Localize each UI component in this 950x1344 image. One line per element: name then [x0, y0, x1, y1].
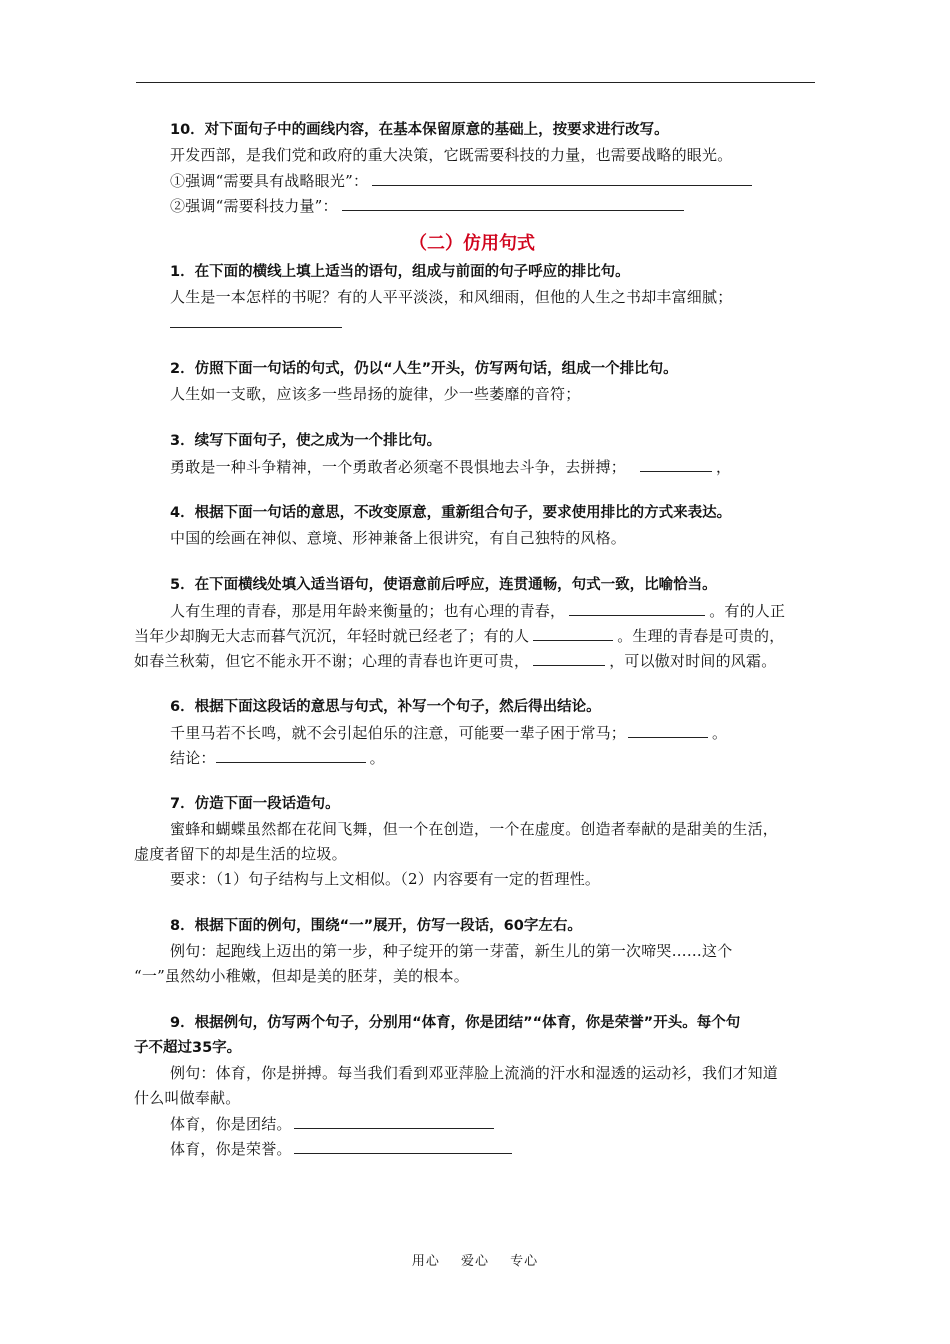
q9-line-2: 什么叫做奉献。: [134, 1089, 241, 1107]
q4-heading: 4．根据下面一句话的意思，不改变原意，重新组合句子，要求使用排比的方式来表达。: [170, 505, 732, 521]
q8-line-2: “一”虽然幼小稚嫩，但却是美的胚芽，美的根本。: [134, 967, 469, 985]
q4-text: 中国的绘画在神似、意境、形神兼备上很讲究，有自己独特的风格。: [170, 529, 627, 547]
q6-conclusion-label: 结论：: [170, 749, 216, 767]
q1-answer-line: [170, 310, 810, 335]
q2-text: 人生如一支歌，应该多一些昂扬的旋律，少一些萎靡的音符；: [170, 385, 581, 403]
q1-heading: 1．在下面的横线上填上适当的语句，组成与前面的句子呼应的排比句。: [170, 264, 630, 280]
q10-item2-label: ②强调“需要科技力量”：: [170, 197, 338, 215]
q1-answer-blank[interactable]: [170, 310, 342, 328]
q6-line: [170, 720, 810, 745]
q1-text: 人生是一本怎样的书呢？有的人平平淡淡，和风细雨，但他的人生之书却丰富细腻；: [170, 288, 733, 306]
q5-line-3: [134, 648, 810, 673]
page-footer: [0, 1250, 950, 1269]
q8-heading: 8．根据下面的例句，围绕“一”展开，仿写一段话，60字左右。: [170, 918, 582, 934]
q3-line: [170, 454, 810, 479]
q10-item1-label: ①强调“需要具有战略眼光”：: [170, 172, 369, 190]
q5-line-2-b: 。生理的青春是可贵的，: [617, 627, 785, 645]
q9-answer-blank-1[interactable]: [294, 1111, 494, 1129]
q5-line-2: [134, 623, 810, 648]
q9-heading-1: 9．根据例句，仿写两个句子，分别用“体育，你是团结”“体育，你是荣誉”开头。每个句: [170, 1015, 741, 1031]
q3-tail: ，: [716, 458, 732, 476]
footer-word-1: 用心: [411, 1254, 440, 1269]
q6-answer-blank[interactable]: [628, 720, 708, 738]
q5-answer-blank-3[interactable]: [533, 648, 605, 666]
content: [134, 118, 810, 1161]
q6-tail: 。: [712, 724, 728, 742]
q6-heading: 6．根据下面这段话的意思与句式，补写一个句子，然后得出结论。: [170, 699, 601, 715]
q7-requirement: 要求：（1）句子结构与上文相似。（2）内容要有一定的哲理性。: [170, 870, 601, 888]
q10-heading: 10．对下面句子中的画线内容，在基本保留原意的基础上，按要求进行改写。: [170, 122, 669, 138]
q9-answer-2: [170, 1136, 810, 1161]
header-rule: [136, 82, 815, 83]
q5-heading: 5．在下面横线处填入适当语句，使语意前后呼应，连贯通畅，句式一致，比喻恰当。: [170, 577, 717, 593]
q2-heading: 2．仿照下面一句话的句式，仍以“人生”开头，仿写两句话，组成一个排比句。: [170, 361, 678, 377]
q3-answer-blank[interactable]: [640, 454, 712, 472]
section-title: （二）仿用句式: [409, 233, 535, 254]
q5-line-3-b: ，可以傲对时间的风霜。: [609, 652, 777, 670]
q5-line-1-b: 。有的人正: [709, 602, 786, 620]
q9-answer-1: [170, 1111, 810, 1136]
q5-answer-blank-2[interactable]: [533, 623, 613, 641]
q10-answer-blank-1[interactable]: [372, 168, 752, 186]
q5-line-1: [170, 598, 810, 623]
q3-heading: 3．续写下面句子，使之成为一个排比句。: [170, 433, 442, 449]
q10-answer-blank-2[interactable]: [342, 193, 684, 211]
q3-text: 勇敢是一种斗争精神，一个勇敢者必须毫不畏惧地去斗争，去拼搏；: [170, 458, 627, 476]
q6-conclusion-tail: 。: [369, 749, 385, 767]
q6-conclusion-line: [170, 745, 810, 770]
q7-line-2: 虚度者留下的却是生活的垃圾。: [134, 845, 347, 863]
footer-word-3: 专心: [510, 1254, 539, 1269]
q5-line-1-a: 人有生理的青春，那是用年龄来衡量的；也有心理的青春，: [170, 602, 566, 620]
q9-line-1: 例句：体育，你是拼搏。每当我们看到邓亚萍脸上流淌的汗水和湿透的运动衫，我们才知道: [170, 1064, 779, 1082]
footer-word-2: 爱心: [460, 1254, 489, 1269]
q6-conclusion-blank[interactable]: [216, 745, 366, 763]
q6-text: 千里马若不长鸣，就不会引起伯乐的注意，可能要一辈子困于常马；: [170, 724, 627, 742]
q10-item2: [170, 193, 810, 218]
q9-answer-2-label: 体育，你是荣誉。: [170, 1140, 292, 1158]
q5-line-3-a: 如春兰秋菊，但它不能永开不谢；心理的青春也许更可贵，: [134, 652, 530, 670]
q7-heading: 7．仿造下面一段话造句。: [170, 796, 340, 812]
q10-sentence: 开发西部，是我们党和政府的重大决策，它既需要科技的力量，也需要战略的眼光。: [170, 146, 733, 164]
q9-answer-blank-2[interactable]: [294, 1136, 512, 1154]
q9-heading-2: 子不超过35字。: [134, 1040, 242, 1056]
q10-item1: [170, 168, 810, 193]
q7-line-1: 蜜蜂和蝴蝶虽然都在花间飞舞，但一个在创造，一个在虚度。创造者奉献的是甜美的生活，: [170, 820, 779, 838]
q5-line-2-a: 当年少却胸无大志而暮气沉沉，年轻时就已经老了；有的人: [134, 627, 530, 645]
q8-line-1: 例句：起跑线上迈出的第一步，种子绽开的第一芽蕾，新生儿的第一次啼哭……这个: [170, 942, 733, 960]
q9-answer-1-label: 体育，你是团结。: [170, 1115, 292, 1133]
q5-answer-blank-1[interactable]: [569, 598, 705, 616]
